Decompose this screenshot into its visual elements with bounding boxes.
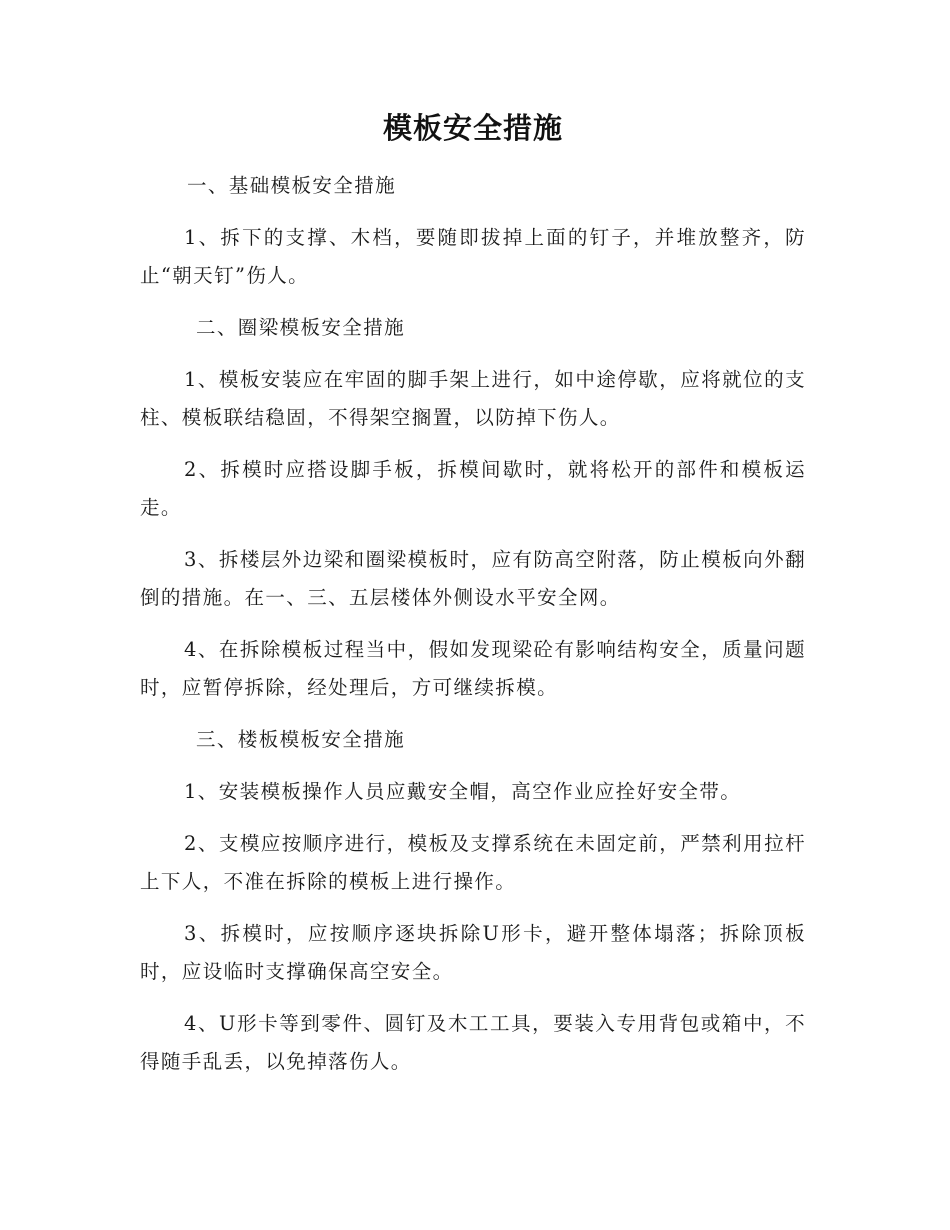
section-2-item-3: 3、拆楼层外边梁和圈梁模板时，应有防高空附落，防止模板向外翻倒的措施。在一、三、五层楼体外侧设水平安全网。 bbox=[140, 548, 806, 609]
section-3-item-3: 3、拆模时，应按顺序逐块拆除U形卡，避开整体塌落；拆除顶板时，应设临时支撑确保高空安全。 bbox=[140, 922, 806, 983]
document-page bbox=[140, 108, 806, 1095]
section-heading-3: 三、楼板模板安全措施 bbox=[196, 728, 406, 751]
section-3-item-4: 4、U形卡等到零件、圆钉及木工工具，要装入专用背包或箱中，不得随手乱丢，以免掉落伤人。 bbox=[140, 1012, 806, 1073]
section-1-item-1: 1、拆下的支撑、木档，要随即拔掉上面的钉子，并堆放整齐，防止“朝天钉”伤人。 bbox=[140, 226, 806, 287]
section-3-item-1: 1、安装模板操作人员应戴安全帽，高空作业应拴好安全带。 bbox=[184, 780, 742, 803]
section-2-item-1: 1、模板安装应在牢固的脚手架上进行，如中途停歇，应将就位的支柱、模板联结稳固，不得架空搁置，以防掉下伤人。 bbox=[140, 368, 806, 429]
section-2-item-2: 2、拆模时应搭设脚手板，拆模间歇时，就将松开的部件和模板运走。 bbox=[140, 458, 806, 519]
section-2-item-4: 4、在拆除模板过程当中，假如发现梁砼有影响结构安全，质量问题时，应暂停拆除，经处理后，方可继续拆模。 bbox=[140, 638, 806, 699]
document-title: 模板安全措施 bbox=[382, 111, 563, 145]
section-3-item-2: 2、支模应按顺序进行，模板及支撑系统在未固定前，严禁利用拉杆上下人，不准在拆除的模板上进行操作。 bbox=[140, 832, 806, 893]
section-heading-1: 一、基础模板安全措施 bbox=[187, 174, 397, 197]
section-heading-2: 二、圈梁模板安全措施 bbox=[196, 316, 406, 339]
